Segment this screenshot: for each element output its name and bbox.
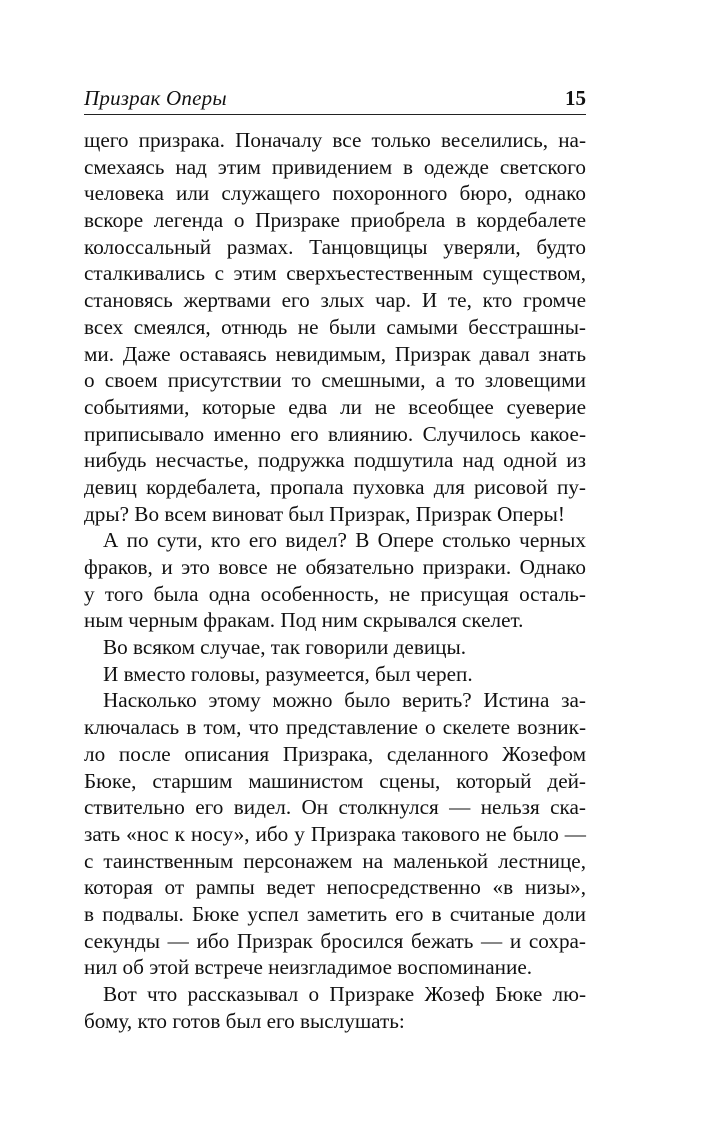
text-line: смехаясь над этим привидением в одежде светского [84,154,586,179]
text-line: фраков, и это вовсе не обязательно призраки. Однако [84,555,586,579]
page-number: 15 [565,86,586,110]
text-line: в подвалы. Бюке успел заметить его в считаные доли [84,901,586,926]
text-line: нил об этой встрече неизгладимое воспоминание. [84,955,533,980]
text-line: нибудь несчастье, подружка подшутила над одной из [84,448,586,473]
text-line: человека или служащего похоронного бюро, однако [84,181,586,206]
text-line: Во всяком случае, так говорили девицы. [103,635,467,660]
paragraph [84,527,586,634]
text-line: щего призрака. Поначалу все только веселились, на- [84,128,586,152]
text-line: сталкивались с этим сверхъестественным существом, [84,261,586,286]
text-line: ми. Даже оставаясь невидимым, Призрак давал знать [84,341,586,366]
text-line: которая от рампы ведет непосредственно «в низы», [84,875,586,900]
text-line: Бюке, старшим машинистом сцены, который дей- [84,768,586,793]
paragraph [84,661,586,688]
running-title: Призрак Оперы [84,86,227,110]
text-line: колоссальный размах. Танцовщицы уверяли, будто [84,234,586,259]
text-line: у того была одна особенность, не присущая осталь- [84,581,586,606]
paragraph [84,687,586,981]
paragraph [84,634,586,661]
paragraph [84,981,586,1034]
text-line: А по сути, кто его видел? В Опере столько черных [103,528,586,553]
text-line: приписывало именно его влиянию. Случилось какое- [84,421,586,446]
text-line: Вот что рассказывал о Призраке Жозеф Бюке лю- [103,982,586,1006]
text-line: дры? Во всем виноват был Призрак, Призрак Оперы! [84,501,565,526]
text-line: И вместо головы, разумеется, был череп. [103,661,473,686]
text-line: становясь жертвами его злых чар. И те, кто громче [84,288,586,313]
text-line: ключалась в том, что представление о скелете возник- [84,715,586,740]
text-line: зать «нос к носу», ибо у Призрака такового не было — [84,821,586,846]
text-line: вскоре легенда о Призраке приобрела в кордебалете [84,208,586,233]
text-line: ствительно его видел. Он столкнулся — нельзя ска- [84,795,586,820]
body-text [84,127,586,1034]
paragraph [84,127,586,527]
text-line: с таинственным персонажем на маленькой лестнице, [84,848,586,873]
text-line: девиц кордебалета, пропала пуховка для рисовой пу- [84,474,586,499]
text-line: о своем присутствии то смешными, а то зловещими [84,368,586,393]
text-line: Насколько этому можно было верить? Истина за- [103,688,586,713]
text-line: бому, кто готов был его выслушать: [84,1008,405,1033]
running-header [84,84,586,115]
text-line: секунды — ибо Призрак бросился бежать — и сохра- [84,928,586,953]
text-line: ным черным фракам. Под ним скрывался скелет. [84,608,524,633]
text-line: событиями, которые едва ли не всеобщее суеверие [84,394,586,419]
text-line: ло после описания Призрака, сделанного Жозефом [84,741,586,766]
text-line: всех смеялся, отнюдь не были самыми бесстрашны- [84,314,586,339]
